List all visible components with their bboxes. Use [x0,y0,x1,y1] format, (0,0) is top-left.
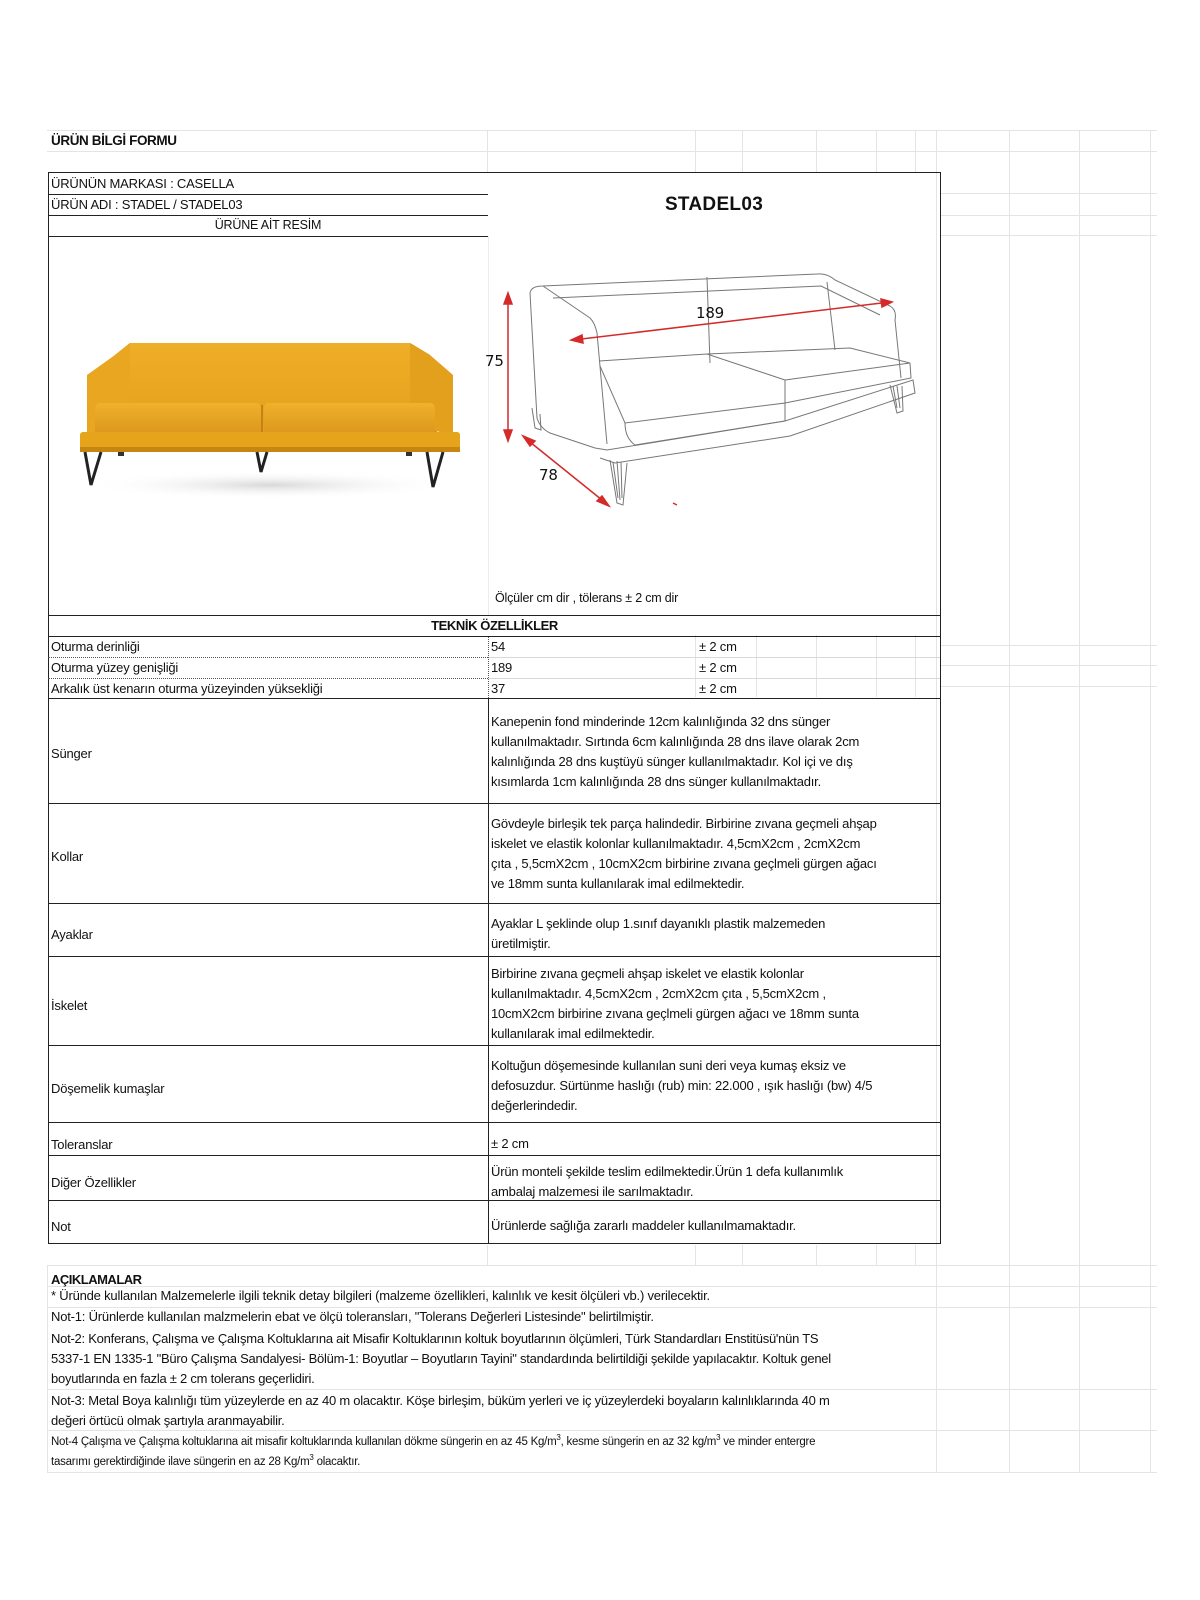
table-border [48,698,941,699]
note-2 [51,1329,941,1389]
product-photo [75,335,465,510]
note-line: boyutlarında en fazla ± 2 cm tolerans geçerlidiri. [51,1371,315,1386]
spec-line: Ürünlerde sağlığa zararlı maddeler kullanılmamaktadır. [491,1218,796,1233]
measure-tolerance: ± 2 cm [699,660,737,675]
note-1: Not-1: Ürünlerde kullanılan malzmelerin ebat ve ölçü toleransları, "Tolerans Değerleri Listesinde" belirtilmiştir. [51,1309,654,1324]
cell-divider [488,236,489,616]
spec-line: defosuzdur. Sürtünme haslığı (rub) min: 22.000 , ışık haslığı (bw) 4/5 [491,1078,873,1093]
gridline [47,1265,48,1472]
spec-description [491,1162,843,1202]
spec-label: Not [51,1219,71,1234]
table-border [48,803,941,804]
technical-header: TEKNİK ÖZELLİKLER [431,618,558,633]
note-text: olacaktır. [313,1456,361,1468]
spec-line: Ürün monteli şekilde teslim edilmektedir.Ürün 1 defa kullanımlık [491,1164,844,1179]
spec-description [491,964,859,1044]
note-line: 5337-1 EN 1335-1 "Büro Çalışma Sandalyesi- Bölüm-1: Boyutlar – Boyutların Tayini" standardında belirtildiği şekilde yapılacaktır. Koltuk genel [51,1351,831,1366]
gridline [47,151,1157,152]
note-text: ve minder entergre [720,1436,816,1448]
gridline [940,645,1157,646]
note-line: değeri örtücü olmak şartıyla aranmayabilir. [51,1413,285,1428]
spec-line: kullanılarak imal edilmektedir. [491,1026,655,1041]
gridline [1150,130,1151,1472]
note-star: * Üründe kullanılan Malzemelerle ilgili teknik detay bilgileri (malzeme özellikleri, kalınlık ve kesit ölçüleri vb.) verilecektir. [51,1288,710,1303]
table-border [488,698,489,1244]
height-dimension: 75 [485,352,504,370]
spec-description [491,1134,529,1154]
spec-description [491,814,877,894]
superscript: 3 [716,1433,721,1443]
spec-line: 10cmX2cm birbirine zıvana geçlmeli gürgen ağacı ve 18mm sunta [491,1006,859,1021]
spec-line: Kanepenin fond minderinde 12cm kalınlığında 32 dns sünger [491,714,831,729]
form-title: ÜRÜN BİLGİ FORMU [51,133,177,148]
gridline [936,130,937,1472]
gridline [940,686,1157,687]
spec-line: ± 2 cm [491,1136,529,1151]
note-4 [51,1432,941,1472]
spec-line: değerlerindedir. [491,1098,578,1113]
gridline [695,635,696,697]
note-line [51,1452,941,1472]
note-line [51,1432,941,1452]
gridline [940,235,1157,236]
note-line: Not-3: Metal Boya kalınlığı tüm yüzeylerde en az 40 m olacaktır. Köşe birleşim, büküm yerleri ve iç yüzeylerdeki boyaların kalınlıklarında 40 m [51,1393,830,1408]
dimension-drawing [485,268,935,528]
measure-value: 189 [491,660,513,675]
gridline [915,635,916,697]
gridline [816,1245,817,1265]
spec-line: Gövdeyle birleşik tek parça halindedir. Birbirine zıvana geçmeli ahşap [491,816,877,831]
spec-line: kısımlarda 1cm kalınlığında 28 dns sünger kullanılmaktadır. [491,774,821,789]
gridline [940,193,1157,194]
table-border [940,172,941,1244]
spec-description [491,914,825,954]
gridline [915,1245,916,1265]
spec-label: Döşemelik kumaşlar [51,1081,165,1096]
gridline [940,665,1157,666]
spec-label: İskelet [51,998,88,1013]
table-border [48,1155,941,1156]
spec-line: Koltuğun döşemesinde kullanılan suni deri veya kumaş eksiz ve [491,1058,846,1073]
gridline [742,130,743,172]
spec-label: Toleranslar [51,1137,113,1152]
note-text: , kesme süngerin en az 32 kg/m [560,1436,717,1448]
spec-line: ve 18mm sunta kullanılarak imal edilmektedir. [491,876,745,891]
spec-line: kullanılmaktadır. 4,5cmX2cm , 2cmX2cm çıta , 5,5cmX2cm , [491,986,826,1001]
spec-line: iskelet ve elastik kolonlar kullanılmaktadır. 4,5cmX2cm , 2cmX2cm [491,836,861,851]
width-dimension: 189 [696,304,725,322]
note-line: Not-2: Konferans, Çalışma ve Çalışma Koltuklarına ait Misafir Koltuklarının koltuk boyutlarının ölçümleri, Türk Standardları Enstitüsü'nün TS [51,1331,819,1346]
spec-line: Birbirine zıvana geçmeli ahşap iskelet ve elastik kolonlar [491,966,804,981]
gridline [756,635,757,697]
gridline [47,130,1157,131]
measurement-note: Ölçüler cm dir , tölerans ± 2 cm dir [495,591,679,605]
image-header: ÜRÜNE AİT RESİM [214,218,322,232]
table-border [48,1243,941,1244]
measure-value: 37 [491,681,506,696]
gridline [695,130,696,172]
table-border [48,956,941,957]
sofa-photo-image [75,335,465,510]
spec-label: Ayaklar [51,927,93,942]
table-border [48,1045,941,1046]
spec-label: Diğer Özellikler [51,1175,136,1190]
gridline [816,130,817,172]
gridline [47,1389,1157,1390]
measure-tolerance: ± 2 cm [699,681,737,696]
table-border [48,903,941,904]
spec-line: kullanılmaktadır. Sırtında 6cm kalınlığında 28 dns ilave olarak 2cm [491,734,860,749]
spec-line: üretilmiştir. [491,936,551,951]
gridline [487,1245,488,1265]
spec-line: ambalaj malzemesi ile sarılmaktadır. [491,1184,694,1199]
gridline [940,215,1157,216]
spec-description [491,712,859,792]
note-3 [51,1391,941,1431]
gridline [695,1245,696,1265]
depth-dimension: 78 [539,466,558,484]
gridline [876,635,877,697]
brand-label: ÜRÜNÜN MARKASI : CASELLA [51,176,235,191]
spec-line: Ayaklar L şeklinde olup 1.sınıf dayanıklı plastik malzemeden [491,916,826,931]
measure-tolerance: ± 2 cm [699,639,737,654]
superscript: 3 [556,1433,561,1443]
cell-divider [488,637,489,698]
measure-value: 54 [491,639,506,654]
measure-label: Oturma yüzey genişliği [51,660,179,675]
measure-label: Arkalık üst kenarın oturma yüzeyinden yüksekliği [51,681,323,696]
gridline [1079,130,1080,1472]
gridline [915,130,916,172]
table-border [48,236,488,237]
spec-label: Kollar [51,849,84,864]
table-border [48,1122,941,1123]
gridline [816,635,817,697]
note-text: Not-4 Çalışma ve Çalışma koltuklarına ait misafir koltuklarında kullanılan dökme süngerin en az 45 Kg/m [51,1436,557,1448]
product-name-label: ÜRÜN ADI : STADEL / STADEL03 [51,197,243,212]
model-code-title: STADEL03 [664,194,764,215]
spec-label: Sünger [51,746,92,761]
note-text: tasarımı gerektirdiğinde ilave süngerin en az 28 Kg/m [51,1456,310,1468]
gridline [876,130,877,172]
gridline [742,1245,743,1265]
spec-description [491,1216,796,1236]
table-border [48,172,49,1244]
table-border [48,172,941,173]
notes-header: AÇIKLAMALAR [51,1272,142,1287]
spec-line: kalınlığında 28 dns kuştüyü sünger kullanılmaktadır. Kol içi ve dış [491,754,853,769]
measure-label: Oturma derinliği [51,639,140,654]
gridline [487,130,488,172]
gridline [1009,130,1010,1472]
spec-line: çıta , 5,5cmX2cm , 10cmX2cm birbirine zıvana geçlmeli gürgen ağacı [491,856,877,871]
superscript: 3 [309,1453,314,1463]
gridline [876,1245,877,1265]
gridline [47,1472,1157,1473]
spec-description [491,1056,872,1116]
gridline [47,1265,1157,1266]
